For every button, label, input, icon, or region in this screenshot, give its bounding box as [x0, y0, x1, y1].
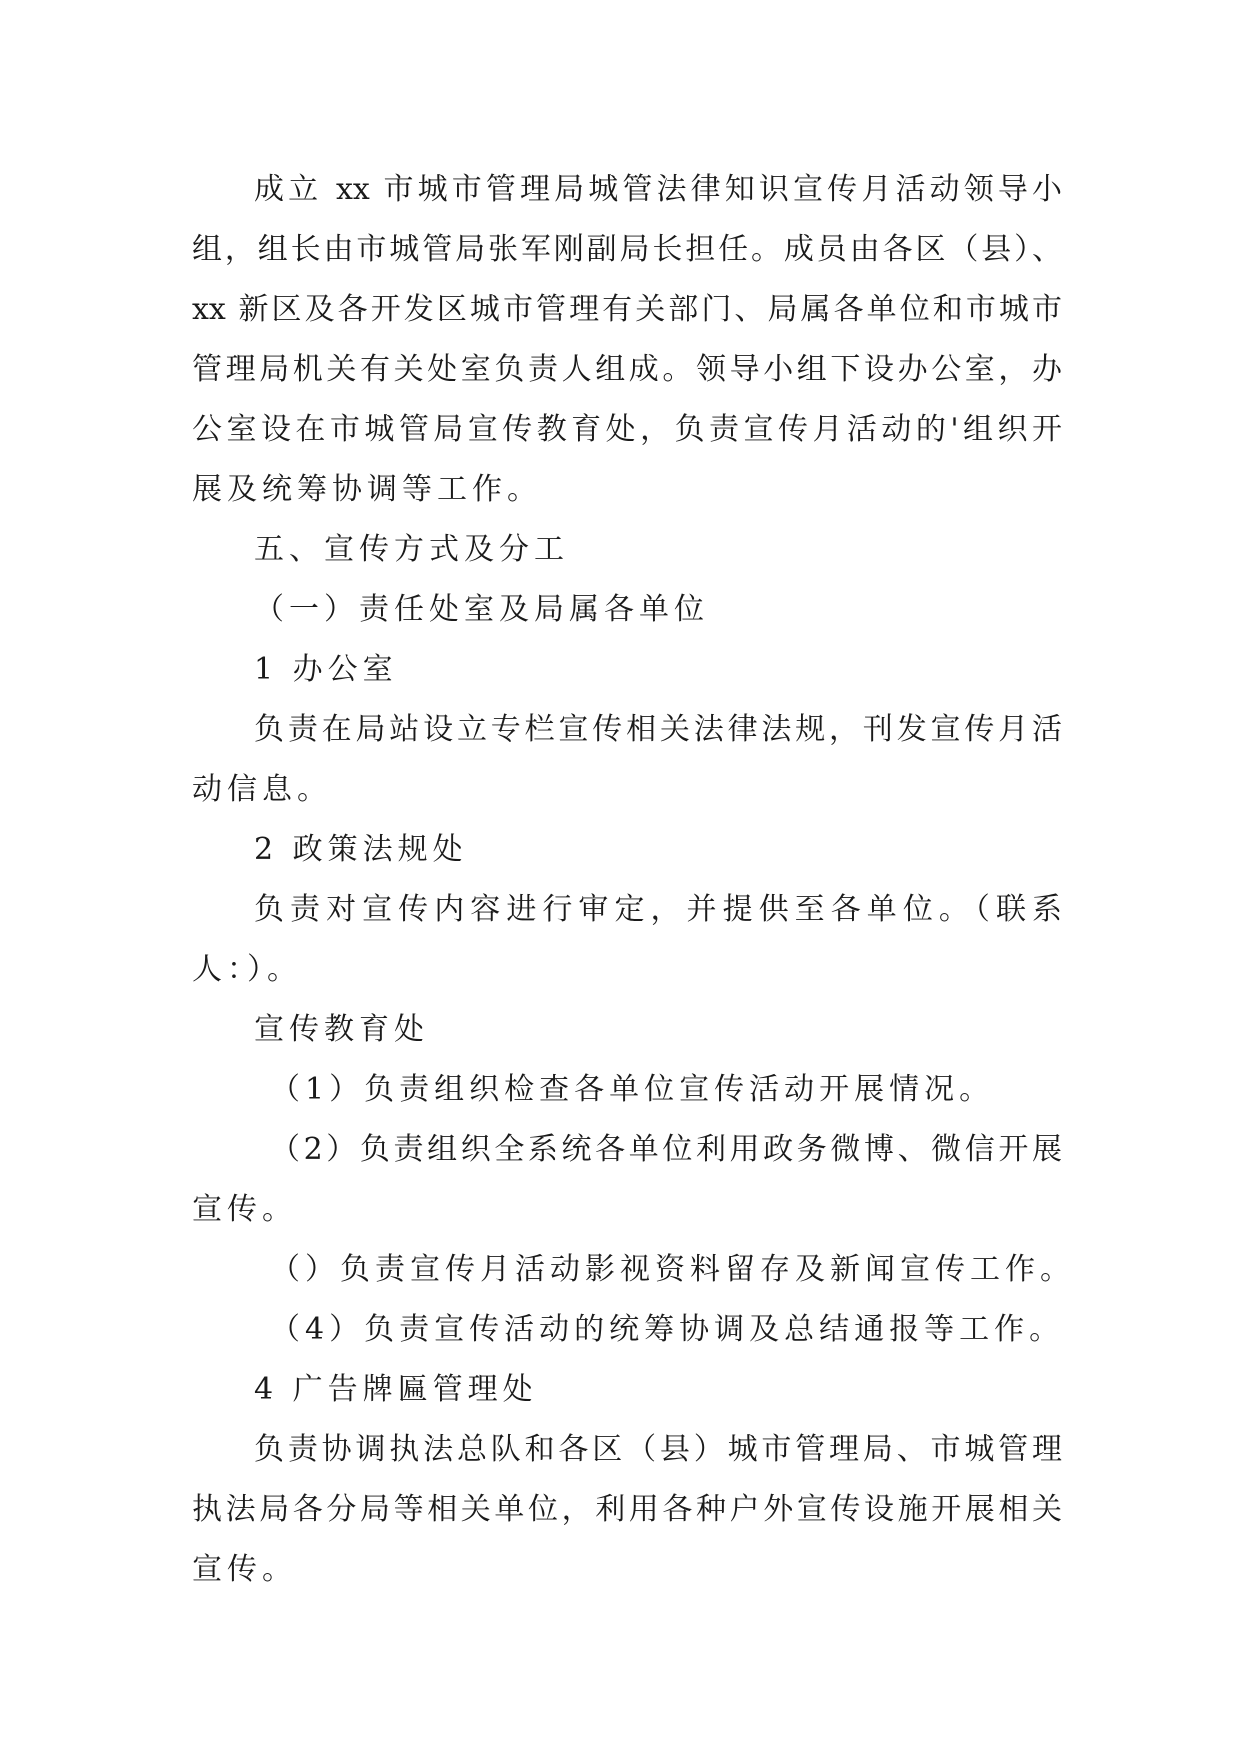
item-heading: 4 广告牌匾管理处: [254, 1372, 538, 1407]
item-heading: 2 政策法规处: [254, 832, 468, 867]
item-heading: 1 办公室: [254, 652, 398, 687]
paragraph-line: xx 新区及各开发区城市管理有关部门、局属各单位和市城市: [192, 292, 1062, 327]
paragraph-line: 宣传。: [192, 1192, 297, 1227]
paragraph-line: 负责在局站设立专栏宣传相关法律法规，刊发宣传月活: [254, 712, 1062, 747]
paragraph-line: 负责协调执法总队和各区（县）城市管理局、市城管理: [254, 1432, 1062, 1467]
paragraph-line: 动信息。: [192, 772, 332, 807]
document-body: [192, 160, 1075, 1600]
paragraph-line: 管理局机关有关处室负责人组成。领导小组下设办公室，办: [192, 352, 1062, 387]
paragraph-line: 人：）。: [192, 952, 302, 987]
paragraph-line: 执法局各分局等相关单位，利用各种户外宣传设施开展相关: [192, 1492, 1062, 1527]
paragraph-line: 负责对宣传内容进行审定，并提供至各单位。（联系: [254, 892, 1062, 927]
paragraph-line: 成立 xx 市城市管理局城管法律知识宣传月活动领导小: [254, 172, 1062, 207]
paragraph-line: （4）负责宣传活动的统筹协调及总结通报等工作。: [270, 1312, 1065, 1347]
paragraph-line: 组，组长由市城管局张军刚副局长担任。成员由各区（县）、: [192, 232, 1062, 267]
paragraph-line: 公室设在市城管局宣传教育处，负责宣传月活动的'组织开: [192, 412, 1062, 447]
paragraph-line: 展及统筹协调等工作。: [192, 472, 542, 507]
paragraph-line: （）负责宣传月活动影视资料留存及新闻宣传工作。: [270, 1252, 1075, 1287]
paragraph-line: 宣传。: [192, 1552, 297, 1587]
paragraph-leading-group: [192, 160, 1062, 520]
section-heading: 五、宣传方式及分工: [254, 532, 569, 567]
subsection-heading: （一）责任处室及局属各单位: [254, 592, 709, 627]
paragraph-line: （1）负责组织检查各单位宣传活动开展情况。: [270, 1072, 995, 1107]
item-heading: 宣传教育处: [254, 1012, 429, 1047]
paragraph-line: （2）负责组织全系统各单位利用政务微博、微信开展: [270, 1132, 1062, 1167]
